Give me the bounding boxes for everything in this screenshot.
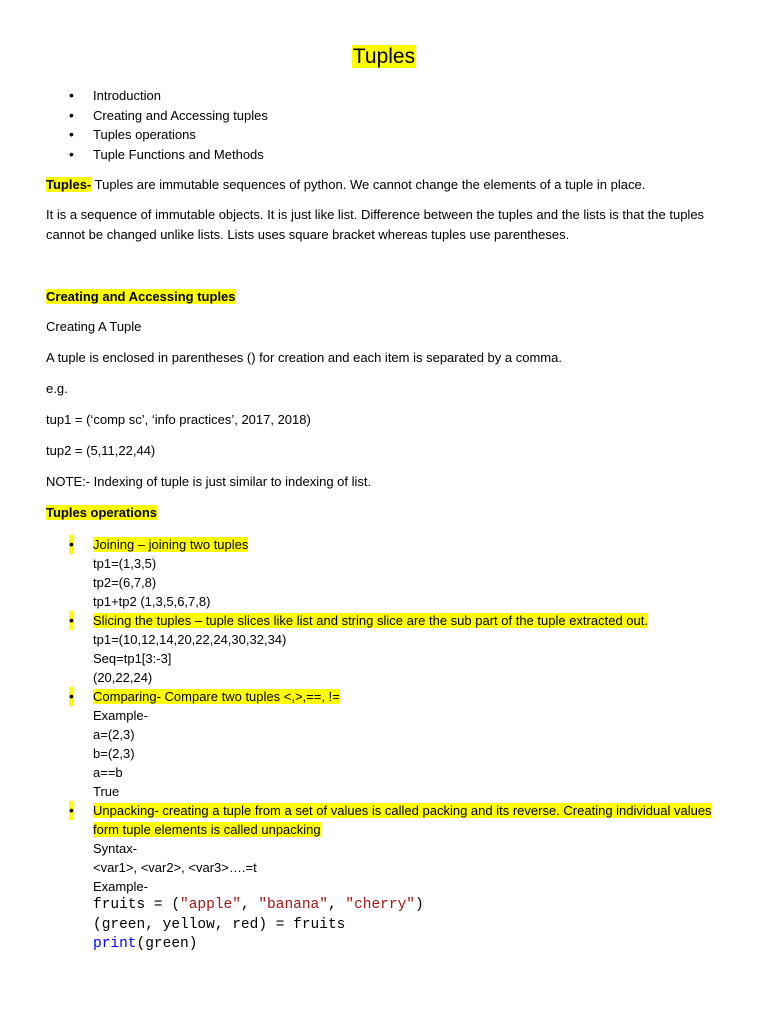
code-line: Syntax- [93,841,138,856]
code-snippet-line-2: (green, yellow, red) = fruits [93,916,346,933]
creating-description: A tuple is enclosed in parentheses () for creation and each item is separated by a comma. [46,350,562,365]
code-line: True [93,784,120,799]
page-title-text: Tuples [352,45,416,68]
code-line: Example- [93,879,148,894]
code-keyword: print [93,936,137,952]
operations-list [46,535,726,955]
code-line: <var1>, <var2>, <var3>….=t [93,860,257,875]
op-comparing [46,687,726,801]
tup1-example: tup1 = (‘comp sc’, ‘info practices’, 2017, 2018) [46,412,311,427]
code-token: , [240,897,259,913]
code-string: "banana" [258,897,328,913]
code-line: b=(2,3) [93,746,135,761]
code-line: a==b [93,765,123,780]
code-snippet-line-3 [93,935,726,955]
code-line: tp2=(6,7,8) [93,575,157,590]
indexing-note: NOTE:- Indexing of tuple is just similar to indexing of list. [46,474,372,489]
toc-item: • Tuple Functions and Methods [46,145,268,165]
op-slicing [46,611,726,687]
op-unpacking [46,801,726,955]
intro-text: Tuples are immutable sequences of python. We cannot change the elements of a tuple in place. [91,177,646,192]
bullet-icon: • [69,688,74,704]
intro-paragraph-2: It is a sequence of immutable objects. It is just like list. Difference between the tuples and the lists is that the tuples cannot be changed unlike lists. Lists uses square bracket whereas tuples use parentheses. [46,207,705,242]
tup2-example: tup2 = (5,11,22,44) [46,443,156,458]
op-slicing-head: Slicing the tuples – tuple slices like list and string slice are the sub part of the tuple extracted out. [93,613,648,628]
code-token: (green) [136,936,198,952]
toc-item: • Introduction [46,86,268,106]
bullet-icon: • [69,802,74,818]
code-line: tp1+tp2 (1,3,5,6,7,8) [93,594,211,609]
intro-paragraph [46,175,726,195]
code-line: tp1=(10,12,14,20,22,24,30,32,34) [93,632,287,647]
operations-heading-text: Tuples operations [46,505,157,520]
code-snippet-line-1 [93,896,726,916]
intro-label: Tuples- [46,177,92,192]
code-string: "apple" [180,897,241,913]
example-label: e.g. [46,381,68,396]
page-title [0,44,768,70]
code-line: tp1=(1,3,5) [93,556,157,571]
toc-item: • Tuples operations [46,125,268,145]
op-joining [46,535,726,611]
code-line: a=(2,3) [93,727,135,742]
code-token: fruits = ( [93,897,181,913]
toc-item: • Creating and Accessing tuples [46,106,268,126]
op-unpacking-head: Unpacking- creating a tuple from a set of values is called packing and its reverse. Creating individual values form tuple elements is called unpacking [93,803,712,837]
code-line: (20,22,24) [93,670,153,685]
code-token: ) [415,897,424,913]
code-string: "cherry" [345,897,415,913]
code-line: Example- [93,708,148,723]
creating-heading [46,287,726,307]
op-comparing-head: Comparing- Compare two tuples <,>,==, != [93,689,340,704]
op-joining-head: Joining – joining two tuples [93,537,249,552]
operations-heading [46,503,726,523]
bullet-icon: • [69,612,74,628]
creating-heading-text: Creating and Accessing tuples [46,289,236,304]
creating-subheading: Creating A Tuple [46,319,142,334]
toc-list [46,86,268,164]
code-token: , [327,897,346,913]
bullet-icon: • [69,536,74,552]
code-line: Seq=tp1[3:-3] [93,651,172,666]
